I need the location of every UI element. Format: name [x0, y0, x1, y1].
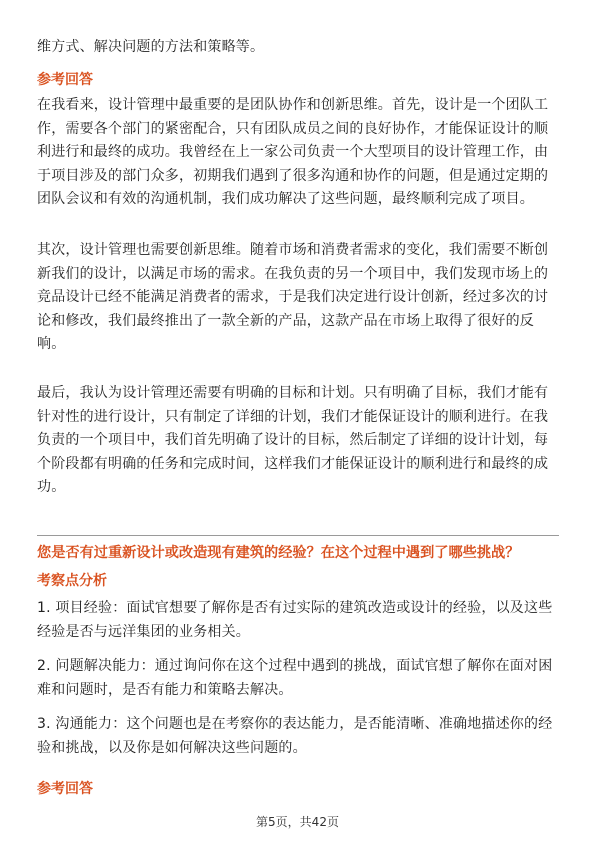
answer-paragraph-1: 在我看来，设计管理中最重要的是团队协作和创新思维。首先，设计是一个团队工作，需要各个部门的紧密配合，只有团队成员之间的良好协作，才能保证设计的顺利进行和最终的成功。我曾经在上一家公司负责一个大型项目的设计管理工作，由于项目涉及的部门众多，初期我们遇到了很多沟通和协作的问题，但是通过定期的团队会议和有效的沟通机制，我们成功解决了这些问题，最终顺利完成了项目。: [37, 97, 549, 207]
interview-question: 您是否有过重新设计或改造现有建筑的经验？在这个过程中遇到了哪些挑战？: [37, 545, 520, 561]
analysis-point-1: 1. 项目经验：面试官想要了解你是否有过实际的建筑改造或设计的经验，以及这些经验是否与远洋集团的业务相关。: [37, 600, 553, 640]
analysis-point-2: 2. 问题解决能力：通过询问你在这个过程中遇到的挑战，面试官想了解你在面对困难和问题时，是否有能力和策略去解决。: [37, 658, 553, 698]
answer-heading-2: 参考回答: [37, 781, 93, 797]
analysis-heading: 考察点分析: [37, 573, 107, 589]
page-number-footer: 第5页，共42页: [256, 815, 339, 829]
answer-paragraph-3: 最后，我认为设计管理还需要有明确的目标和计划。只有明确了目标，我们才能有针对性的进行设计，只有制定了详细的计划，我们才能保证设计的顺利进行。在我负责的一个项目中，我们首先明确了设计的目标，然后制定了详细的设计计划，每个阶段都有明确的任务和完成时间，这样我们才能保证设计的顺利进行和最终的成功。: [37, 385, 549, 495]
analysis-point-3: 3. 沟通能力：这个问题也是在考察你的表达能力，是否能清晰、准确地描述你的经验和挑战，以及你是如何解决这些问题的。: [37, 716, 553, 756]
answer-heading: 参考回答: [37, 72, 93, 88]
intro-tail-text: 维方式、解决问题的方法和策略等。: [37, 39, 265, 55]
section-divider: [37, 535, 559, 536]
answer-paragraph-2: 其次，设计管理也需要创新思维。随着市场和消费者需求的变化，我们需要不断创新我们的设计，以满足市场的需求。在我负责的另一个项目中，我们发现市场上的竞品设计已经不能满足消费者的需求，于是我们决定进行设计创新，经过多次的讨论和修改，我们最终推出了一款全新的产品，这款产品在市场上取得了很好的反响。: [37, 242, 549, 352]
